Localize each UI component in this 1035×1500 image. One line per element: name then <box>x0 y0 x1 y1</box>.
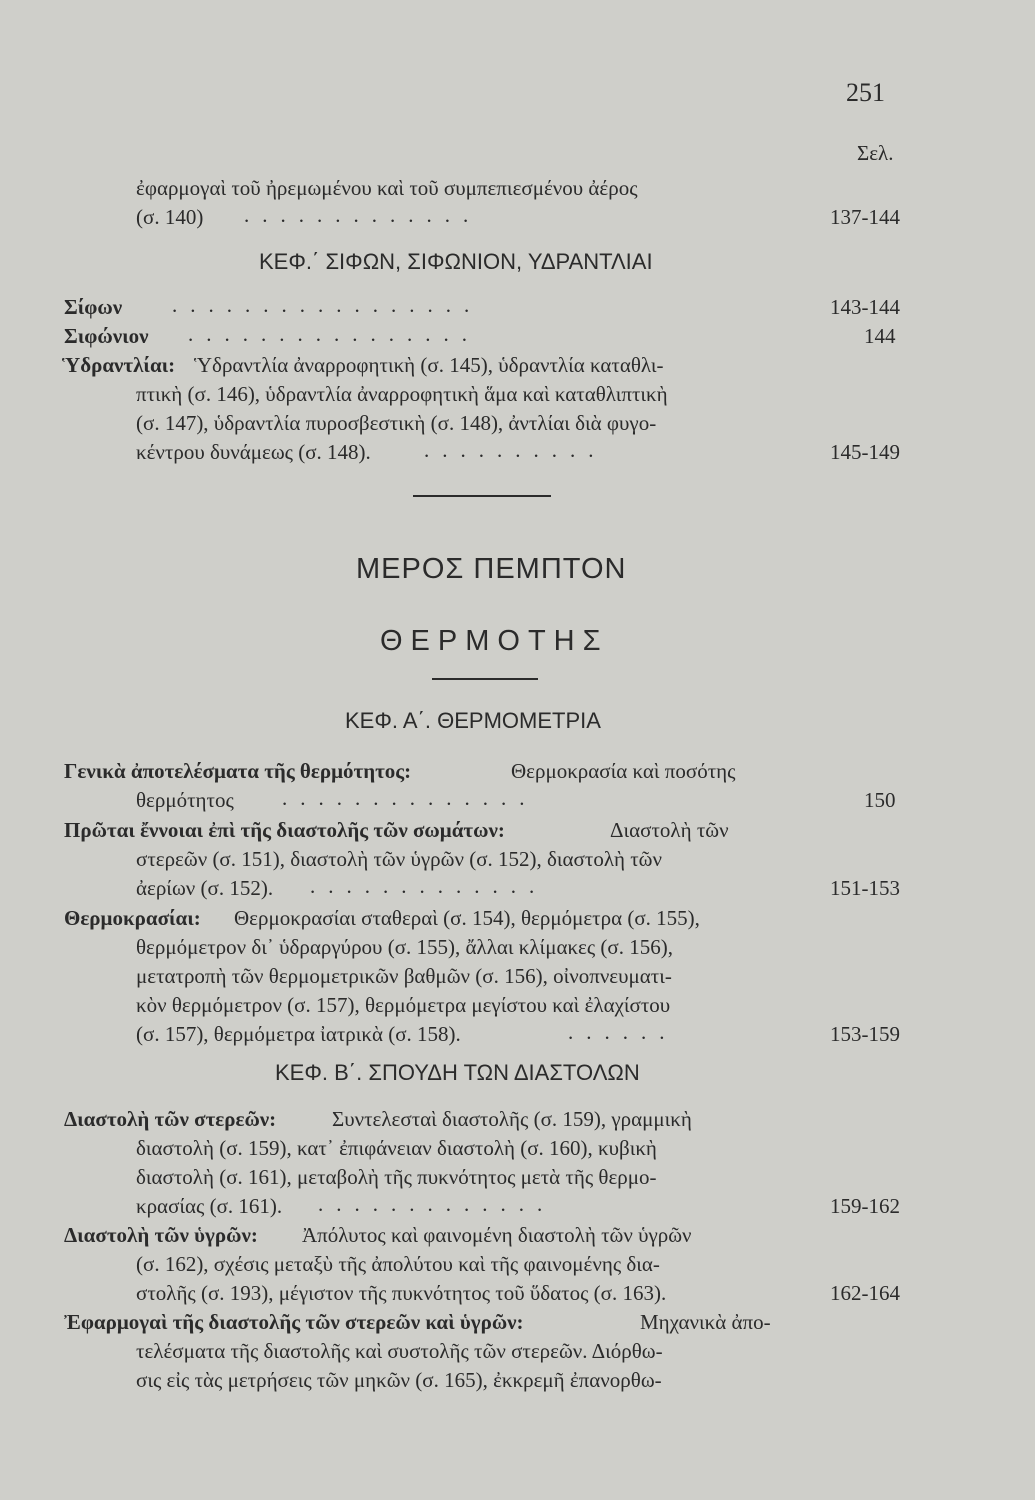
page-reference: 159-162 <box>830 1194 900 1218</box>
chapter-heading-siphon: ΚΕΦ.΄ ΣΙΦΩΝ, ΣΙΦΩΝΙΟΝ, ΥΔΡΑΝΤΛΙΑΙ <box>259 249 653 274</box>
entry-text-line: στερεῶν (σ. 151), διαστολὴ τῶν ὑγρῶν (σ. 152), διαστολὴ τῶν <box>136 847 662 871</box>
entry-text-line: Θερμοκρασία καὶ ποσότης <box>511 759 736 783</box>
entry-text-line: ἐφαρμογαὶ τοῦ ἠρεμωμένου καὶ τοῦ συμπεπιεσμένου ἀέρος <box>136 176 638 200</box>
chapter-heading-a: ΚΕΦ. Α΄. ΘΕΡΜΟΜΕΤΡΙΑ <box>345 708 601 733</box>
entry-text-line: (σ. 157), θερμόμετρα ἰατρικὰ (σ. 158). <box>136 1022 461 1046</box>
part-divider <box>432 678 538 680</box>
page-number: 251 <box>846 78 885 107</box>
page-reference: 137-144 <box>830 205 900 229</box>
entry-text-line: διαστολὴ (σ. 159), κατ᾽ ἐπιφάνειαν διαστολὴ (σ. 160), κυβικὴ <box>136 1136 657 1160</box>
page-reference: 145-149 <box>830 440 900 464</box>
entry-text-line: (σ. 147), ὑδραντλία πυροσβεστικὴ (σ. 148), ἀντλίαι διὰ φυγο- <box>136 411 657 435</box>
entry-text-line: πτικὴ (σ. 146), ὑδραντλία ἀναρροφητικὴ ἅμα καὶ καταθλιπτικὴ <box>136 382 668 406</box>
page-reference: 151-153 <box>830 876 900 900</box>
page-reference: 144 <box>864 324 896 348</box>
entry-text-line: τελέσματα τῆς διαστολῆς καὶ συστολῆς τῶν στερεῶν. Διόρθω- <box>136 1339 663 1363</box>
part-subtitle: ΘΕΡΜΟΤΗΣ <box>380 625 609 657</box>
entry-term: Γενικὰ ἀποτελέσματα τῆς θερμότητος: <box>64 759 412 783</box>
entry-text-line: θερμότητος <box>136 788 234 812</box>
section-divider <box>413 495 551 497</box>
entry-text-line: μετατροπὴ τῶν θερμομετρικῶν βαθμῶν (σ. 156), οἰνοπνευματι- <box>136 964 672 988</box>
dot-leader: ............. <box>244 203 482 227</box>
entry-text-line: σις εἰς τὰς μετρήσεις τῶν μηκῶν (σ. 165), ἐκκρεμῆ ἐπανορθω- <box>136 1368 662 1392</box>
entry-text-line: Συντελεσταὶ διαστολῆς (σ. 159), γραμμικὴ <box>332 1107 692 1131</box>
dot-leader: ............. <box>318 1192 556 1216</box>
entry-text-line: κέντρου δυνάμεως (σ. 148). <box>136 440 371 464</box>
entry-text-line: στολῆς (σ. 193), μέγιστον τῆς πυκνότητος τοῦ ὕδατος (σ. 163). <box>136 1281 667 1305</box>
dot-leader: ............. <box>310 874 548 898</box>
entry-term: Σίφων <box>64 295 123 319</box>
entry-text-line: ἀερίων (σ. 152). <box>136 876 274 900</box>
page-reference: 153-159 <box>830 1022 900 1046</box>
entry-term: Σιφώνιον <box>64 324 149 348</box>
page-column-header: Σελ. <box>857 141 894 165</box>
entry-text-line: Θερμοκρασίαι σταθεραὶ (σ. 154), θερμόμετρα (σ. 155), <box>234 906 700 930</box>
dot-leader: ................ <box>188 322 480 346</box>
entry-text-line: Ὑδραντλία ἀναρροφητικὴ (σ. 145), ὑδραντλία καταθλι- <box>194 353 664 377</box>
dot-leader: .............. <box>282 786 538 810</box>
dot-leader: ................. <box>172 293 483 317</box>
page-reference: 143-144 <box>830 295 900 319</box>
page-reference: 150 <box>864 788 896 812</box>
part-title: ΜΕΡΟΣ ΠΕΜΠΤΟΝ <box>356 553 627 585</box>
entry-text-line: (σ. 140) <box>136 205 204 229</box>
entry-term: Διαστολὴ τῶν στερεῶν: <box>64 1107 277 1131</box>
entry-text-line: θερμόμετρον δι᾽ ὑδραργύρου (σ. 155), ἄλλαι κλίμακες (σ. 156), <box>136 935 673 959</box>
entry-term: Θερμοκρασίαι: <box>64 906 201 930</box>
entry-text-line: (σ. 162), σχέσις μεταξὺ τῆς ἀπολύτου καὶ τῆς φαινομένης δια- <box>136 1252 660 1276</box>
entry-text-line: κρασίας (σ. 161). <box>136 1194 283 1218</box>
entry-term: Διαστολὴ τῶν ὑγρῶν: <box>64 1223 258 1247</box>
entry-text-line: κὸν θερμόμετρον (σ. 157), θερμόμετρα μεγίστου καὶ ἐλαχίστου <box>136 993 671 1017</box>
entry-term: Ἐφαρμογαὶ τῆς διαστολῆς τῶν στερεῶν καὶ ὑγρῶν: <box>64 1310 524 1334</box>
entry-text-line: Μηχανικὰ ἀπο- <box>640 1310 771 1334</box>
page-reference: 162-164 <box>830 1281 900 1305</box>
entry-text-line: Διαστολὴ τῶν <box>610 818 729 842</box>
dot-leader: .......... <box>424 438 607 462</box>
entry-text-line: Ἀπόλυτος καὶ φαινομένη διαστολὴ τῶν ὑγρῶν <box>302 1223 692 1247</box>
entry-term: Ὑδραντλίαι: <box>62 353 176 377</box>
entry-text-line: διαστολὴ (σ. 161), μεταβολὴ τῆς πυκνότητος μετὰ τῆς θερμο- <box>136 1165 657 1189</box>
chapter-heading-b: ΚΕΦ. Β΄. ΣΠΟΥΔΗ ΤΩΝ ΔΙΑΣΤΟΛΩΝ <box>275 1060 640 1085</box>
entry-term: Πρῶται ἔννοιαι ἐπὶ τῆς διαστολῆς τῶν σωμάτων: <box>64 818 505 842</box>
dot-leader: ...... <box>568 1020 678 1044</box>
